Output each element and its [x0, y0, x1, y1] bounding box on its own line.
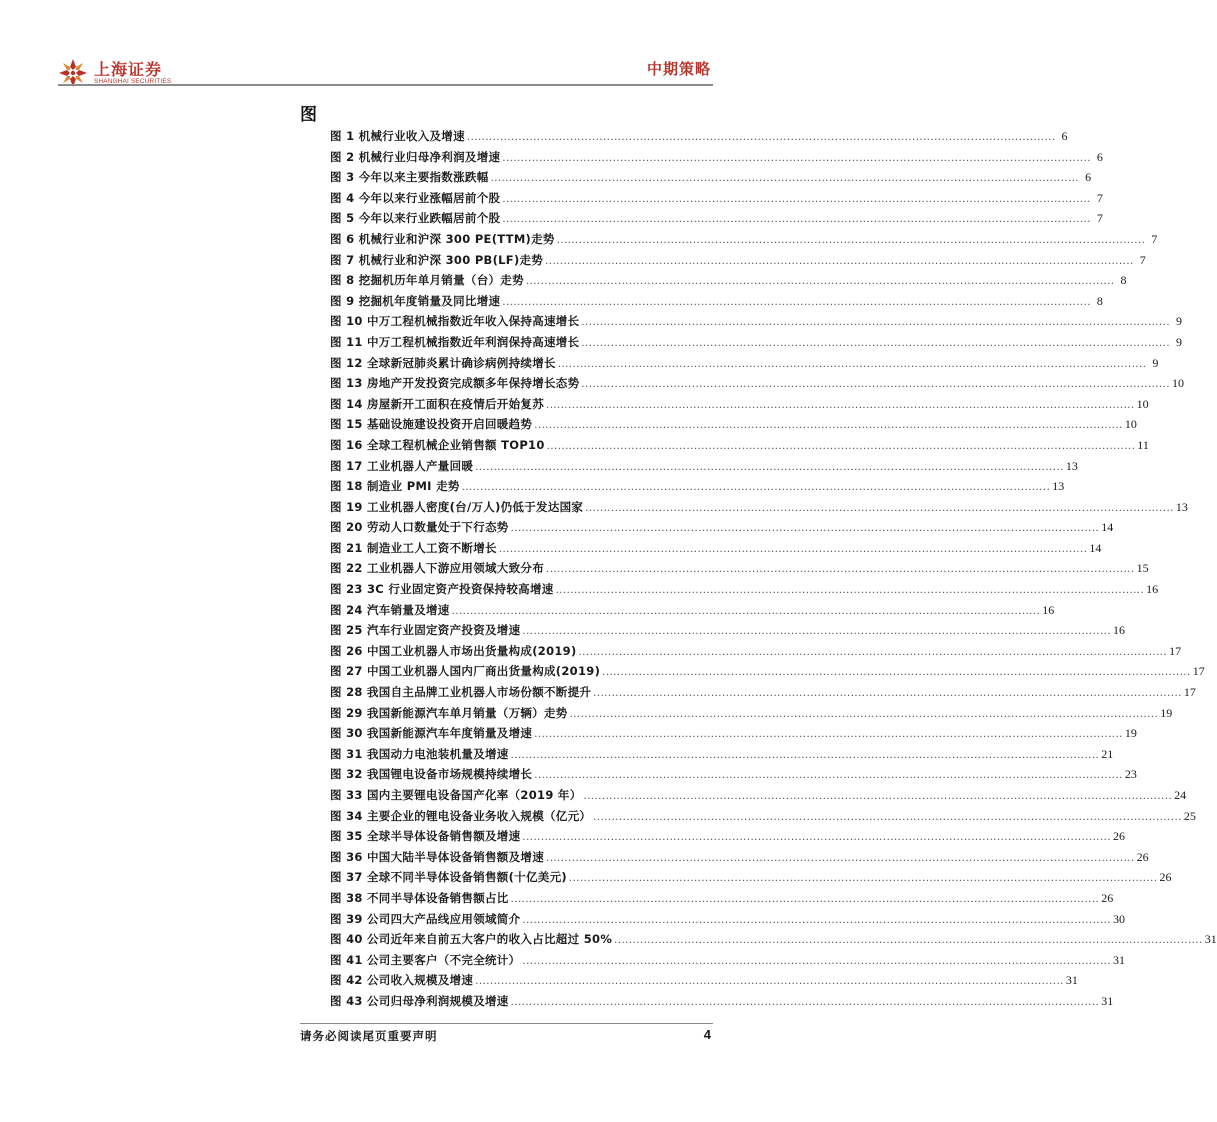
toc-leader-dots: ................................................................................................................................................................: [546, 440, 1136, 452]
toc-entry-page: 14: [1101, 520, 1114, 535]
toc-entry-label: 图 23 3C 行业固定资产投资保持较高增速: [330, 582, 554, 597]
toc-entry[interactable]: [330, 663, 1205, 684]
toc-entry-page: 6: [1061, 129, 1068, 143]
toc-entry-page: 24: [1174, 788, 1187, 802]
toc-entry-label: 图 6 机械行业和沪深 300 PE(TTM)走势: [330, 231, 555, 246]
toc-entry-label: 图 29 我国新能源汽车单月销量（万辆）走势: [330, 705, 568, 720]
toc-entry[interactable]: [330, 396, 1149, 417]
toc-entry[interactable]: [330, 828, 1126, 849]
toc-entry-page: 19: [1160, 705, 1173, 720]
toc-leader-dots: ................................................................................................................................................................: [602, 667, 1191, 679]
toc-entry-label: 图 17 工业机器人产量回暖: [330, 458, 474, 473]
toc-leader-dots: ................................................................................................................................................................: [534, 770, 1123, 782]
section-title: 图: [300, 105, 317, 125]
toc-leader-dots: ................................................................................................................................................................: [614, 935, 1203, 947]
toc-entry[interactable]: [330, 416, 1137, 437]
toc-leader-dots: ................................................................................................................................................................: [502, 193, 1091, 205]
toc-entry[interactable]: [330, 622, 1126, 643]
toc-entry-label: 图 10 中万工程机械指数近年收入保持高速增长: [330, 314, 580, 329]
toc-entry[interactable]: [330, 210, 1103, 231]
brand-name: [94, 61, 171, 86]
toc-entry[interactable]: [330, 725, 1137, 746]
toc-entry-label: 图 18 制造业 PMI 走势: [330, 479, 460, 494]
toc-entry-label: 图 39 公司四大产品线应用领域简介: [330, 911, 521, 926]
toc-entry-label: 图 40 公司近年来自前五大客户的收入占比超过 50%: [330, 932, 613, 947]
toc-entry-page: 13: [1065, 458, 1078, 473]
toc-entry-label: 图 30 我国新能源汽车年度销量及增速: [330, 726, 533, 741]
page-number: 4: [703, 1027, 711, 1042]
toc-entry-label: 图 1 机械行业收入及增速: [330, 129, 465, 143]
toc-entry-label: 图 7 机械行业和沪深 300 PB(LF)走势: [330, 252, 544, 267]
toc-entry-label: 图 5 今年以来行业跌幅居前个股: [330, 211, 501, 226]
toc-leader-dots: ................................................................................................................................................................: [522, 832, 1112, 844]
toc-leader-dots: ................................................................................................................................................................: [461, 482, 1051, 494]
toc-entry[interactable]: [330, 437, 1149, 458]
figure-list: [330, 128, 1217, 1014]
toc-entry[interactable]: [330, 519, 1114, 540]
toc-entry-page: 16: [1146, 582, 1159, 597]
toc-leader-dots: ................................................................................................................................................................: [569, 708, 1159, 720]
toc-entry-label: 图 19 工业机器人密度(台/万人)仍低于发达国家: [330, 499, 584, 514]
toc-entry[interactable]: [330, 272, 1127, 293]
toc-leader-dots: ................................................................................................................................................................: [451, 605, 1041, 617]
toc-entry[interactable]: [330, 890, 1114, 911]
toc-entry[interactable]: [330, 252, 1146, 273]
toc-entry-page: 11: [1137, 437, 1149, 452]
toc-entry-label: 图 43 公司归母净利润规模及增速: [330, 993, 509, 1008]
toc-entry-page: 7: [1139, 252, 1146, 267]
toc-entry-page: 31: [1113, 952, 1126, 967]
toc-entry[interactable]: [330, 705, 1173, 726]
toc-entry-page: 17: [1169, 643, 1182, 658]
toc-entry-page: 31: [1101, 993, 1114, 1008]
toc-entry-page: 16: [1113, 623, 1126, 638]
toc-entry[interactable]: [330, 602, 1055, 623]
toc-leader-dots: ................................................................................................................................................................: [510, 893, 1100, 905]
brand-name-en: SHANGHAI SECURITIES: [94, 77, 172, 85]
toc-entry-label: 图 20 劳动人口数量处于下行态势: [330, 520, 509, 535]
toc-entry[interactable]: [330, 972, 1078, 993]
report-type: 中期策略: [646, 60, 711, 78]
toc-entry-label: 图 38 不同半导体设备销售额占比: [330, 890, 509, 905]
toc-entry[interactable]: [330, 458, 1078, 479]
toc-entry[interactable]: [330, 643, 1182, 664]
toc-entry-page: 10: [1172, 376, 1185, 391]
toc-entry-page: 7: [1151, 231, 1158, 246]
toc-leader-dots: ................................................................................................................................................................: [466, 132, 1056, 143]
toc-entry-page: 9: [1176, 314, 1183, 329]
toc-entry-label: 图 33 国内主要锂电设备国产化率（2019 年）: [330, 788, 582, 802]
header-divider: [58, 84, 713, 86]
toc-entry-page: 10: [1136, 396, 1149, 411]
toc-leader-dots: ................................................................................................................................................................: [546, 399, 1135, 411]
toc-entry[interactable]: [330, 478, 1065, 499]
toc-entry[interactable]: [330, 190, 1103, 211]
toc-entry-page: 16: [1042, 602, 1055, 617]
toc-entry-page: 17: [1183, 685, 1196, 700]
toc-leader-dots: ................................................................................................................................................................: [546, 564, 1135, 576]
toc-entry-page: 15: [1136, 561, 1149, 576]
footer-disclaimer: 请务必阅读尾页重要声明: [300, 1029, 438, 1043]
toc-entry[interactable]: [330, 931, 1217, 952]
toc-entry[interactable]: [330, 869, 1172, 890]
toc-entry[interactable]: [330, 293, 1103, 314]
toc-entry[interactable]: [330, 128, 1068, 149]
toc-entry-label: 图 36 中国大陆半导体设备销售额及增速: [330, 849, 545, 864]
toc-entry-label: 图 25 汽车行业固定资产投资及增速: [330, 623, 521, 638]
toc-leader-dots: ................................................................................................................................................................: [522, 914, 1112, 926]
toc-leader-dots: ................................................................................................................................................................: [556, 234, 1146, 246]
toc-entry[interactable]: [330, 581, 1159, 602]
toc-leader-dots: ................................................................................................................................................................: [475, 461, 1064, 473]
toc-entry-label: 图 32 我国锂电设备市场规模持续增长: [330, 767, 533, 782]
toc-entry-page: 10: [1124, 417, 1137, 432]
toc-entry[interactable]: [330, 952, 1126, 973]
toc-entry[interactable]: [330, 149, 1103, 170]
toc-entry[interactable]: [330, 808, 1196, 829]
toc-leader-dots: ................................................................................................................................................................: [568, 873, 1158, 885]
page-header: [0, 0, 793, 90]
toc-entry-label: 图 35 全球半导体设备销售额及增速: [330, 829, 521, 844]
toc-entry-label: 图 31 我国动力电池装机量及增速: [330, 746, 509, 761]
toc-leader-dots: ................................................................................................................................................................: [557, 358, 1147, 370]
toc-entry-page: 13: [1052, 479, 1065, 494]
toc-entry-page: 9: [1152, 355, 1159, 370]
footer-divider: [300, 1023, 713, 1024]
toc-entry-label: 图 21 制造业工人工资不断增长: [330, 540, 497, 555]
toc-entry-page: 31: [1065, 973, 1078, 988]
toc-entry-label: 图 41 公司主要客户（不完全统计）: [330, 952, 521, 967]
toc-entry-label: 图 24 汽车销量及增速: [330, 602, 450, 617]
toc-entry-label: 图 27 中国工业机器人国内厂商出货量构成(2019): [330, 664, 601, 679]
toc-entry-label: 图 9 挖掘机年度销量及同比增速: [330, 293, 501, 308]
toc-entry[interactable]: [330, 849, 1149, 870]
toc-entry-label: 图 3 今年以来主要指数涨跌幅: [330, 170, 489, 185]
toc-entry[interactable]: [330, 560, 1149, 581]
toc-leader-dots: ................................................................................................................................................................: [522, 955, 1112, 967]
toc-leader-dots: ................................................................................................................................................................: [475, 976, 1064, 988]
toc-entry[interactable]: [330, 499, 1188, 520]
toc-entry[interactable]: [330, 231, 1158, 252]
toc-leader-dots: ................................................................................................................................................................: [546, 852, 1135, 864]
toc-entry[interactable]: [330, 313, 1183, 334]
toc-leader-dots: ................................................................................................................................................................: [522, 626, 1112, 638]
toc-entry-label: 图 14 房屋新开工面积在疫情后开始复苏: [330, 396, 545, 411]
toc-leader-dots: ................................................................................................................................................................: [502, 152, 1091, 164]
toc-entry-label: 图 12 全球新冠肺炎累计确诊病例持续增长: [330, 355, 556, 370]
toc-entry-page: 30: [1113, 911, 1126, 926]
toc-entry-page: 25: [1183, 808, 1196, 823]
toc-leader-dots: ................................................................................................................................................................: [585, 502, 1174, 514]
toc-entry[interactable]: [330, 355, 1159, 376]
brand-name-cn: 上海证券: [94, 59, 163, 79]
toc-entry-page: 31: [1204, 932, 1217, 947]
toc-leader-dots: ................................................................................................................................................................: [498, 543, 1088, 555]
toc-entry-label: 图 26 中国工业机器人市场出货量构成(2019): [330, 643, 577, 658]
toc-entry-page: 26: [1159, 870, 1172, 885]
toc-entry-page: 7: [1096, 211, 1103, 226]
toc-entry-page: 26: [1136, 849, 1149, 864]
toc-leader-dots: ................................................................................................................................................................: [593, 811, 1182, 823]
toc-leader-dots: ................................................................................................................................................................: [555, 585, 1145, 597]
toc-entry[interactable]: [330, 684, 1196, 705]
toc-leader-dots: ................................................................................................................................................................: [583, 791, 1173, 802]
toc-leader-dots: ................................................................................................................................................................: [581, 379, 1171, 391]
toc-leader-dots: ................................................................................................................................................................: [502, 296, 1091, 308]
toc-entry-page: 6: [1096, 149, 1103, 164]
toc-leader-dots: ................................................................................................................................................................: [534, 420, 1123, 432]
toc-entry-page: 9: [1176, 334, 1183, 349]
toc-entry-label: 图 4 今年以来行业涨幅居前个股: [330, 190, 501, 205]
toc-entry-page: 26: [1101, 890, 1114, 905]
toc-leader-dots: ................................................................................................................................................................: [581, 337, 1171, 349]
toc-entry[interactable]: [330, 540, 1102, 561]
toc-entry-label: 图 8 挖掘机历年单月销量（台）走势: [330, 273, 524, 288]
toc-entry[interactable]: [330, 334, 1183, 355]
toc-leader-dots: ................................................................................................................................................................: [510, 749, 1100, 761]
toc-entry-page: 14: [1089, 540, 1102, 555]
toc-entry-label: 图 15 基础设施建设投资开启回暖趋势: [330, 417, 533, 432]
toc-entry-label: 图 42 公司收入规模及增速: [330, 973, 474, 988]
toc-entry-label: 图 22 工业机器人下游应用领域大致分布: [330, 561, 545, 576]
toc-entry-page: 6: [1085, 170, 1092, 185]
toc-entry-label: 图 13 房地产开发投资完成额多年保持增长态势: [330, 376, 580, 391]
toc-leader-dots: ................................................................................................................................................................: [525, 276, 1115, 288]
toc-entry-label: 图 11 中万工程机械指数近年利润保持高速增长: [330, 334, 580, 349]
toc-entry-page: 7: [1096, 190, 1103, 205]
toc-entry-page: 21: [1101, 746, 1114, 761]
toc-entry-page: 8: [1096, 293, 1103, 308]
toc-leader-dots: ................................................................................................................................................................: [502, 214, 1091, 226]
toc-entry[interactable]: [330, 787, 1187, 808]
toc-leader-dots: ................................................................................................................................................................: [510, 523, 1100, 535]
toc-entry[interactable]: [330, 746, 1114, 767]
toc-entry-label: 图 28 我国自主品牌工业机器人市场份额不断提升: [330, 685, 592, 700]
toc-leader-dots: ................................................................................................................................................................: [534, 729, 1123, 741]
toc-leader-dots: ................................................................................................................................................................: [510, 996, 1100, 1008]
toc-entry[interactable]: [330, 766, 1137, 787]
toc-entry-page: 8: [1120, 273, 1127, 288]
toc-leader-dots: ................................................................................................................................................................: [490, 173, 1080, 185]
toc-entry-page: 13: [1175, 499, 1188, 514]
toc-leader-dots: ................................................................................................................................................................: [578, 646, 1168, 658]
toc-entry-label: 图 2 机械行业归母净利润及增速: [330, 149, 501, 164]
toc-entry-label: 图 16 全球工程机械企业销售额 TOP10: [330, 437, 545, 452]
toc-entry-label: 图 34 主要企业的锂电设备业务收入规模（亿元）: [330, 808, 592, 823]
toc-entry-page: 17: [1192, 664, 1205, 679]
toc-entry-page: 23: [1124, 767, 1137, 782]
toc-entry[interactable]: [330, 375, 1185, 396]
toc-entry[interactable]: [330, 911, 1126, 932]
toc-entry-page: 26: [1113, 829, 1126, 844]
toc-leader-dots: ................................................................................................................................................................: [545, 255, 1134, 267]
toc-entry[interactable]: [330, 169, 1092, 190]
toc-entry-label: 图 37 全球不同半导体设备销售额(十亿美元): [330, 870, 567, 885]
toc-entry[interactable]: [330, 993, 1114, 1014]
toc-leader-dots: ................................................................................................................................................................: [593, 688, 1182, 700]
toc-leader-dots: ................................................................................................................................................................: [581, 317, 1171, 329]
toc-entry-page: 19: [1124, 726, 1137, 741]
